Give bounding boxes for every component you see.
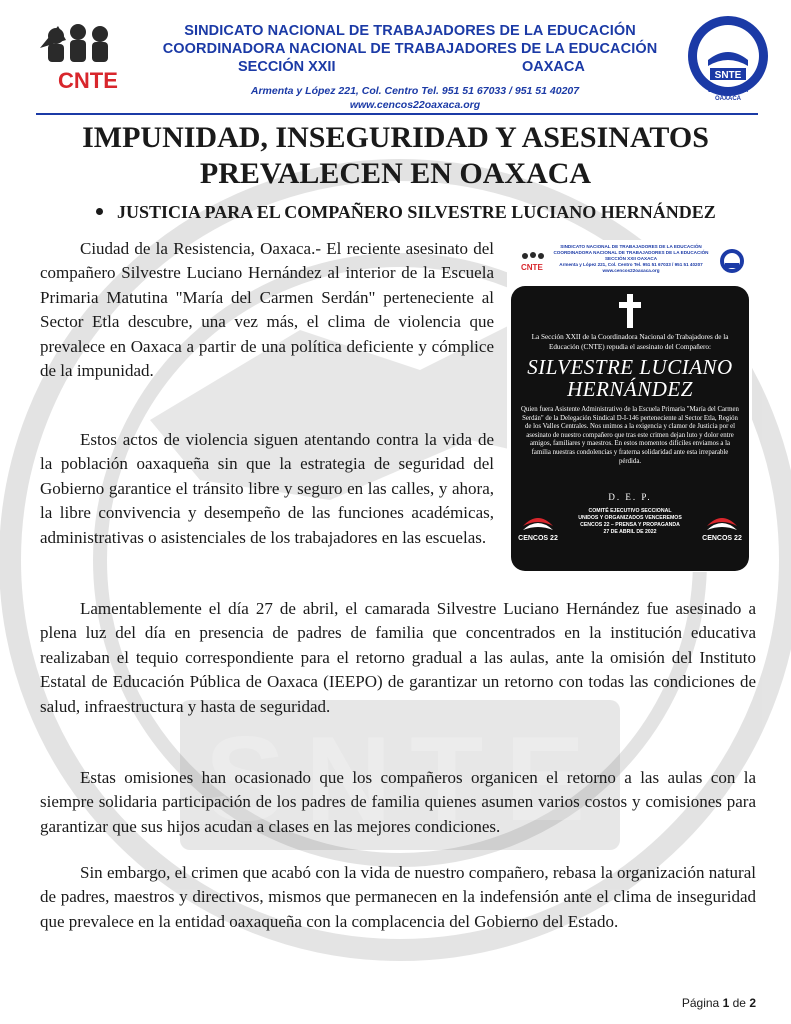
memorial-intro: La Sección XXII de la Coordinadora Nacional de Trabajadores de la Educación (CNTE) repudia el asesinato del Compañero: bbox=[531, 333, 729, 351]
paragraph-2: Estos actos de violencia siguen atentando contra la vida de la población oaxaqueña sin que la estrategia de seguridad del Gobierno garantice el tránsito libre y seguro en las calles, y ahora, la libre convivencia y desempeño de las funciones académicas, administrativas o asistenciales de los trabajadores en las escuelas. bbox=[40, 430, 494, 547]
paragraph-1: Ciudad de la Resistencia, Oaxaca.- El reciente asesinato del compañero Silvestre Luciano Hernández al interior de la Escuela Primaria Matutina "María del Carmen Serdán" perteneciente al Sector Etla descubre, una vez más, el clima de violencia que prevalece en Oaxaca a partir de una política deficiente y cómplice de la impunidad. bbox=[40, 239, 494, 381]
card-snte-logo bbox=[719, 248, 745, 276]
snte-logo-caption: SECCION XXII bbox=[707, 88, 749, 94]
svg-text:N: N bbox=[305, 712, 392, 846]
signature-line-1: COMITÉ EJECUTIVO SECCIONAL bbox=[588, 508, 672, 514]
state-label: OAXACA bbox=[522, 59, 585, 75]
section-label: SECCIÓN XXII bbox=[238, 59, 336, 75]
paragraph-4: Estas omisiones han ocasionado que los compañeros organicen el retorno a las aulas con la siempre solidaria participación de los padres de familia quienes asumen varios costos y comisiones para garantizar que sus hijos acudan a clases en las mejores condiciones. bbox=[40, 768, 756, 836]
paragraph-5: Sin embargo, el crimen que acabó con la vida de nuestro compañero, rebasa la organización natural de padres, maestros y directivos, mismos que permanecen en la indefensión ante el clima de inseguridad que prevalece en la entidad oaxaqueña con la complacencia del Gobierno del Estado. bbox=[40, 863, 756, 931]
cross-icon bbox=[619, 294, 641, 328]
card-top-line-1: SINDICATO NACIONAL DE TRABAJADORES DE LA EDUCACIÓN bbox=[560, 244, 702, 249]
bullet-icon bbox=[96, 208, 103, 215]
signature-line-3: CENCOS 22 – PRENSA Y PROPAGANDA bbox=[580, 522, 680, 528]
snte-logo-caption2: OAXACA bbox=[714, 96, 742, 102]
subtitle-text: JUSTICIA PARA EL COMPAÑERO SILVESTRE LUCIANO HERNÁNDEZ bbox=[117, 202, 716, 222]
memorial-name-line-2: HERNÁNDEZ bbox=[567, 377, 693, 401]
cnte-logo-text: CNTE bbox=[58, 68, 118, 93]
signature-line-4: 27 DE ABRIL DE 2022 bbox=[603, 529, 657, 535]
card-letterhead bbox=[551, 244, 711, 274]
page-of: de bbox=[732, 996, 746, 1010]
svg-text:T: T bbox=[410, 712, 484, 846]
section-line bbox=[150, 58, 670, 76]
letterhead bbox=[150, 22, 670, 76]
cencos-logo-right-text: CENCOS 22 bbox=[702, 535, 742, 542]
address-line: Armenta y López 221, Col. Centro Tel. 951 51 67033 / 951 51 40207 bbox=[250, 85, 580, 97]
union-name: SINDICATO NACIONAL DE TRABAJADORES DE LA EDUCACIÓN bbox=[184, 23, 636, 39]
card-top-line-4: Armenta y López 221, Col. Centro Tel. 951 51 67033 / 951 51 40207 bbox=[559, 262, 703, 267]
page-number bbox=[620, 996, 756, 1010]
title-line-2: PREVALECEN EN OAXACA bbox=[199, 157, 592, 190]
cencos-logo-left-text: CENCOS 22 bbox=[518, 535, 558, 542]
website-link[interactable]: www.cencos22oaxaca.org bbox=[349, 99, 481, 111]
snte-seal-logo bbox=[686, 14, 770, 102]
card-top-line-3: SECCIÓN XXII OAXACA bbox=[604, 256, 658, 261]
paragraph-3: Lamentablemente el día 27 de abril, el camarada Silvestre Luciano Hernández fue asesinado a plena luz del día en presencia de padres de familia que concentrados en la institución educativa realizaban el tequio correspondiente para el retorno gradual a las aulas, ante la omisión del Instituto Estatal de Educación Pública de Oaxaca (IEEPO) de garantizar un retorno con todas las condiciones de salud, infraestructura y hasta de seguridad. bbox=[40, 599, 756, 716]
memorial-card bbox=[507, 240, 752, 572]
cnte-logo bbox=[36, 18, 148, 94]
rip-label: D. E. P. bbox=[608, 492, 652, 502]
memorial-name bbox=[515, 356, 745, 400]
signature-line-2: UNIDOS Y ORGANIZADOS VENCEREMOS bbox=[578, 515, 682, 521]
snte-logo-text: SNTE bbox=[714, 70, 742, 81]
svg-text:CNTE: CNTE bbox=[521, 263, 543, 272]
current-page: 1 bbox=[722, 996, 730, 1010]
subtitle bbox=[96, 200, 736, 224]
cencos-logo-right bbox=[701, 512, 743, 542]
coordinator-name: COORDINADORA NACIONAL DE TRABAJADORES DE LA EDUCACIÓN bbox=[162, 41, 658, 57]
title-line-1: IMPUNIDAD, INSEGURIDAD Y ASESINATOS bbox=[82, 121, 709, 154]
memorial-text: Quien fuera Asistente Administrativo de la Escuela Primaria "María del Carmen Serdán" de la Delegación Sindical D-I-146 perteneciente al Sector Etla, Región de los Valles Centrales. Nos unimos a la exigencia y clamor de Justicia por el asesinato de nuestro compañero que tras este crimen dejan luto y dolor entre amigos, familiares y maestros. En estos momentos difíciles enviamos a la familia nuestras condolencias y fraterna solidaridad ante esta irreparable pérdida. bbox=[521, 406, 739, 465]
card-top-line-2: COORDINADORA NACIONAL DE TRABAJADORES DE LA EDUCACIÓN bbox=[553, 250, 709, 255]
header-divider bbox=[36, 113, 758, 115]
memorial-card-header bbox=[507, 240, 752, 284]
memorial-name-line-1: SILVESTRE LUCIANO bbox=[527, 355, 733, 379]
memorial-card-body bbox=[511, 286, 749, 571]
card-cnte-logo bbox=[517, 250, 549, 272]
card-top-line-5: www.cencos22oaxaca.org bbox=[602, 268, 660, 273]
svg-text:E: E bbox=[505, 712, 586, 846]
total-pages: 2 bbox=[749, 996, 756, 1010]
svg-text:S: S bbox=[205, 712, 286, 846]
cencos-logo-left bbox=[517, 512, 559, 542]
address-block bbox=[150, 84, 680, 112]
page-prefix: Página bbox=[681, 996, 720, 1010]
memorial-signature bbox=[561, 508, 699, 536]
page-title bbox=[30, 120, 761, 192]
